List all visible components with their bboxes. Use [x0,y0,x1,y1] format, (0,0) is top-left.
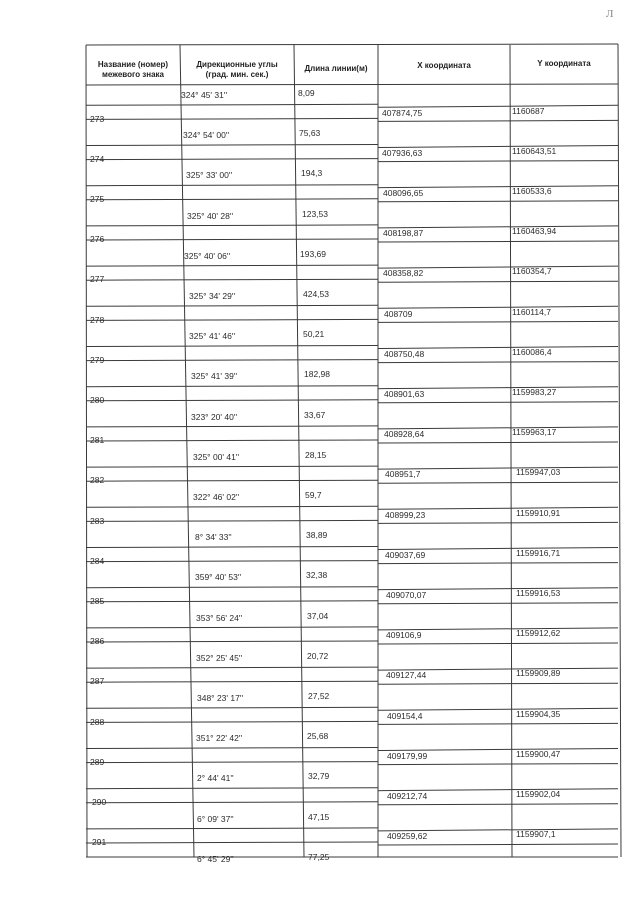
line-length: 194,3 [301,168,323,179]
point-name: 277 [90,274,105,285]
direction-angle: 325° 40' 06'' [184,250,231,261]
grid-line [86,788,378,789]
point-name: 283 [90,515,105,526]
line-length: 77,25 [308,851,330,862]
grid-line [86,667,378,668]
y-coordinate: 1159963,17 [512,427,557,438]
grid-line [86,400,378,401]
y-coordinate: 1160354,7 [512,266,552,277]
line-length: 59,7 [305,490,322,500]
y-coordinate: 1159910,91 [516,507,561,518]
y-coordinate: 1159916,53 [516,587,561,598]
point-name: 275 [90,193,105,204]
grid-line [378,281,618,282]
grid-line [86,561,378,562]
grid-line [86,480,378,481]
grid-line [378,764,618,765]
x-coordinate: 408358,82 [383,268,424,279]
grid-line [378,683,618,684]
header-point-name: Название (номер) межевого знака [97,60,169,79]
direction-angle: 359° 40' 53'' [195,572,242,583]
y-coordinate: 1159904,35 [516,708,561,719]
line-length: 75,63 [299,128,321,139]
page-number-mark: Л [606,8,614,20]
x-coordinate: 409154,4 [387,710,423,721]
grid-line [378,120,618,121]
point-name: 287 [90,676,105,687]
y-coordinate: 1159916,71 [516,547,561,558]
direction-angle: 325° 00' 41'' [193,451,240,462]
point-name: 279 [90,354,105,365]
grid-line [86,802,378,803]
grid-line [510,45,512,857]
x-coordinate: 408096,65 [383,187,424,198]
grid-line [86,225,378,226]
x-coordinate: 408999,23 [385,509,426,520]
x-coordinate: 409070,07 [386,589,427,600]
x-coordinate: 409179,99 [387,750,428,761]
grid-line [378,603,618,604]
x-coordinate: 409037,69 [385,549,426,560]
direction-angle: 2° 44' 41'' [197,773,234,784]
point-name: 290 [92,796,107,807]
line-length: 182,98 [304,369,330,380]
grid-line [378,241,618,242]
y-coordinate: 1159947,03 [516,467,561,478]
grid-line [86,145,378,146]
grid-line [378,844,618,845]
direction-angle: 352° 25' 45'' [196,652,243,663]
point-name: 280 [90,394,105,405]
point-name: 274 [90,153,105,164]
point-name: 284 [90,555,105,566]
point-name: 285 [90,595,105,606]
grid-line [86,506,378,507]
line-length: 32,38 [306,570,328,581]
grid-line [86,748,378,749]
y-coordinate: 1160643,51 [512,145,557,156]
grid-line [86,707,378,708]
y-coordinate: 1159983,27 [512,386,557,397]
direction-angle: 325° 34' 29'' [189,291,236,301]
grid-line [86,239,378,240]
line-length: 33,67 [304,409,326,420]
grid-line [86,104,378,105]
grid-line [86,842,378,843]
header-x: X координата [417,61,471,70]
x-coordinate: 408750,48 [384,348,425,359]
grid-line [86,440,378,441]
grid-line [378,442,618,443]
direction-angle: 8° 34' 33'' [195,532,232,543]
line-length: 50,21 [303,329,325,340]
grid-line [86,346,378,347]
grid-line [378,482,618,483]
grid-line [86,386,378,387]
y-coordinate: 1160086,4 [512,346,552,357]
grid-line [86,426,378,427]
grid-line [86,587,378,588]
direction-angle: 324° 54' 00'' [183,130,230,141]
grid-line [86,185,378,186]
grid-line [86,118,378,119]
line-length: 28,15 [305,449,327,460]
grid-line [378,321,618,322]
x-coordinate: 408951,7 [385,469,421,480]
direction-angle: 325° 33' 00'' [186,170,233,181]
point-name: 281 [90,435,105,446]
grid-line [86,199,378,200]
header-length: Длина линии(м) [304,64,368,73]
point-name: 276 [90,234,105,245]
grid-line [86,721,378,722]
direction-angle: 348° 23' 17'' [197,693,244,703]
grid-line [86,762,378,763]
grid-line [86,547,378,548]
grid-line [378,201,618,202]
grid-line [86,828,378,829]
direction-angle: 323° 20' 40'' [191,411,238,422]
line-length: 47,15 [308,811,330,822]
x-coordinate: 408928,64 [384,429,425,440]
grid-line [86,279,378,280]
grid-line [86,627,378,628]
grid-line [86,159,378,160]
grid-line [86,44,618,45]
direction-angle: 324° 45' 31'' [181,90,228,100]
x-coordinate: 407874,75 [382,107,423,118]
direction-angle: 353° 56' 24'' [196,612,243,623]
grid-line [618,44,621,857]
grid-line [378,563,618,564]
direction-angle: 6° 45' 29'' [197,853,234,864]
point-name: 273 [90,113,105,124]
line-length: 123,53 [302,208,328,219]
grid-line [294,45,304,857]
line-length: 37,04 [307,610,329,621]
direction-angle: 325° 41' 46'' [189,331,236,342]
grid-line [86,45,87,857]
point-name: 289 [90,756,105,767]
line-length: 20,72 [307,650,329,661]
point-name: 288 [90,716,105,727]
direction-angle: 6° 09' 37'' [197,813,234,824]
y-coordinate: 1159902,04 [516,788,561,799]
y-coordinate: 1160114,7 [512,306,551,317]
line-length: 193,69 [300,248,326,259]
grid-line [86,520,378,521]
grid-line [86,319,378,320]
point-name: 282 [90,475,105,486]
x-coordinate: 409106,9 [386,630,422,641]
direction-angle: 325° 41' 39'' [191,371,238,382]
x-coordinate: 409259,62 [387,831,428,842]
grid-line [86,265,378,266]
x-coordinate: 408198,87 [383,228,424,239]
x-coordinate: 408901,63 [384,388,425,399]
header-y: Y координата [537,59,591,68]
grid-line [378,723,618,724]
direction-angle: 325° 40' 28'' [187,210,234,221]
y-coordinate: 1159907,1 [516,829,556,840]
x-coordinate: 408709 [384,308,413,319]
y-coordinate: 1159909,89 [516,668,561,679]
grid-line [86,305,378,306]
line-length: 27,52 [308,691,330,701]
grid-line [86,84,618,85]
grid-line [378,643,618,644]
grid-line [86,601,378,602]
y-coordinate: 1159900,47 [516,748,561,759]
direction-angle: 351° 22' 42'' [196,733,243,744]
line-length: 38,89 [306,530,328,541]
grid-line [378,362,618,363]
point-name: 291 [92,837,107,848]
x-coordinate: 407936,63 [382,147,423,158]
y-coordinate: 1160463,94 [512,226,557,237]
grid-line [180,45,194,857]
grid-line [378,306,618,308]
y-coordinate: 1159912,62 [516,628,561,639]
x-coordinate: 409127,44 [386,670,427,681]
grid-line [378,161,618,162]
grid-line [378,522,618,523]
y-coordinate: 1160687 [512,105,545,116]
x-coordinate: 409212,74 [387,790,428,801]
grid-line [86,466,378,467]
point-name: 278 [90,314,105,325]
line-length: 25,68 [307,731,329,742]
line-length: 32,79 [308,771,330,782]
grid-line [378,402,618,403]
line-length: 8,09 [298,88,315,98]
grid-line [86,641,378,642]
grid-line [86,681,378,682]
y-coordinate: 1160533,6 [512,185,552,196]
direction-angle: 322° 46' 02'' [193,492,240,502]
line-length: 424,53 [303,289,329,299]
grid-line [86,360,378,361]
point-name: 286 [90,636,105,647]
grid-line [378,804,618,805]
header-angle: Дирекционные углы (град. мин. сек.) [196,60,278,79]
